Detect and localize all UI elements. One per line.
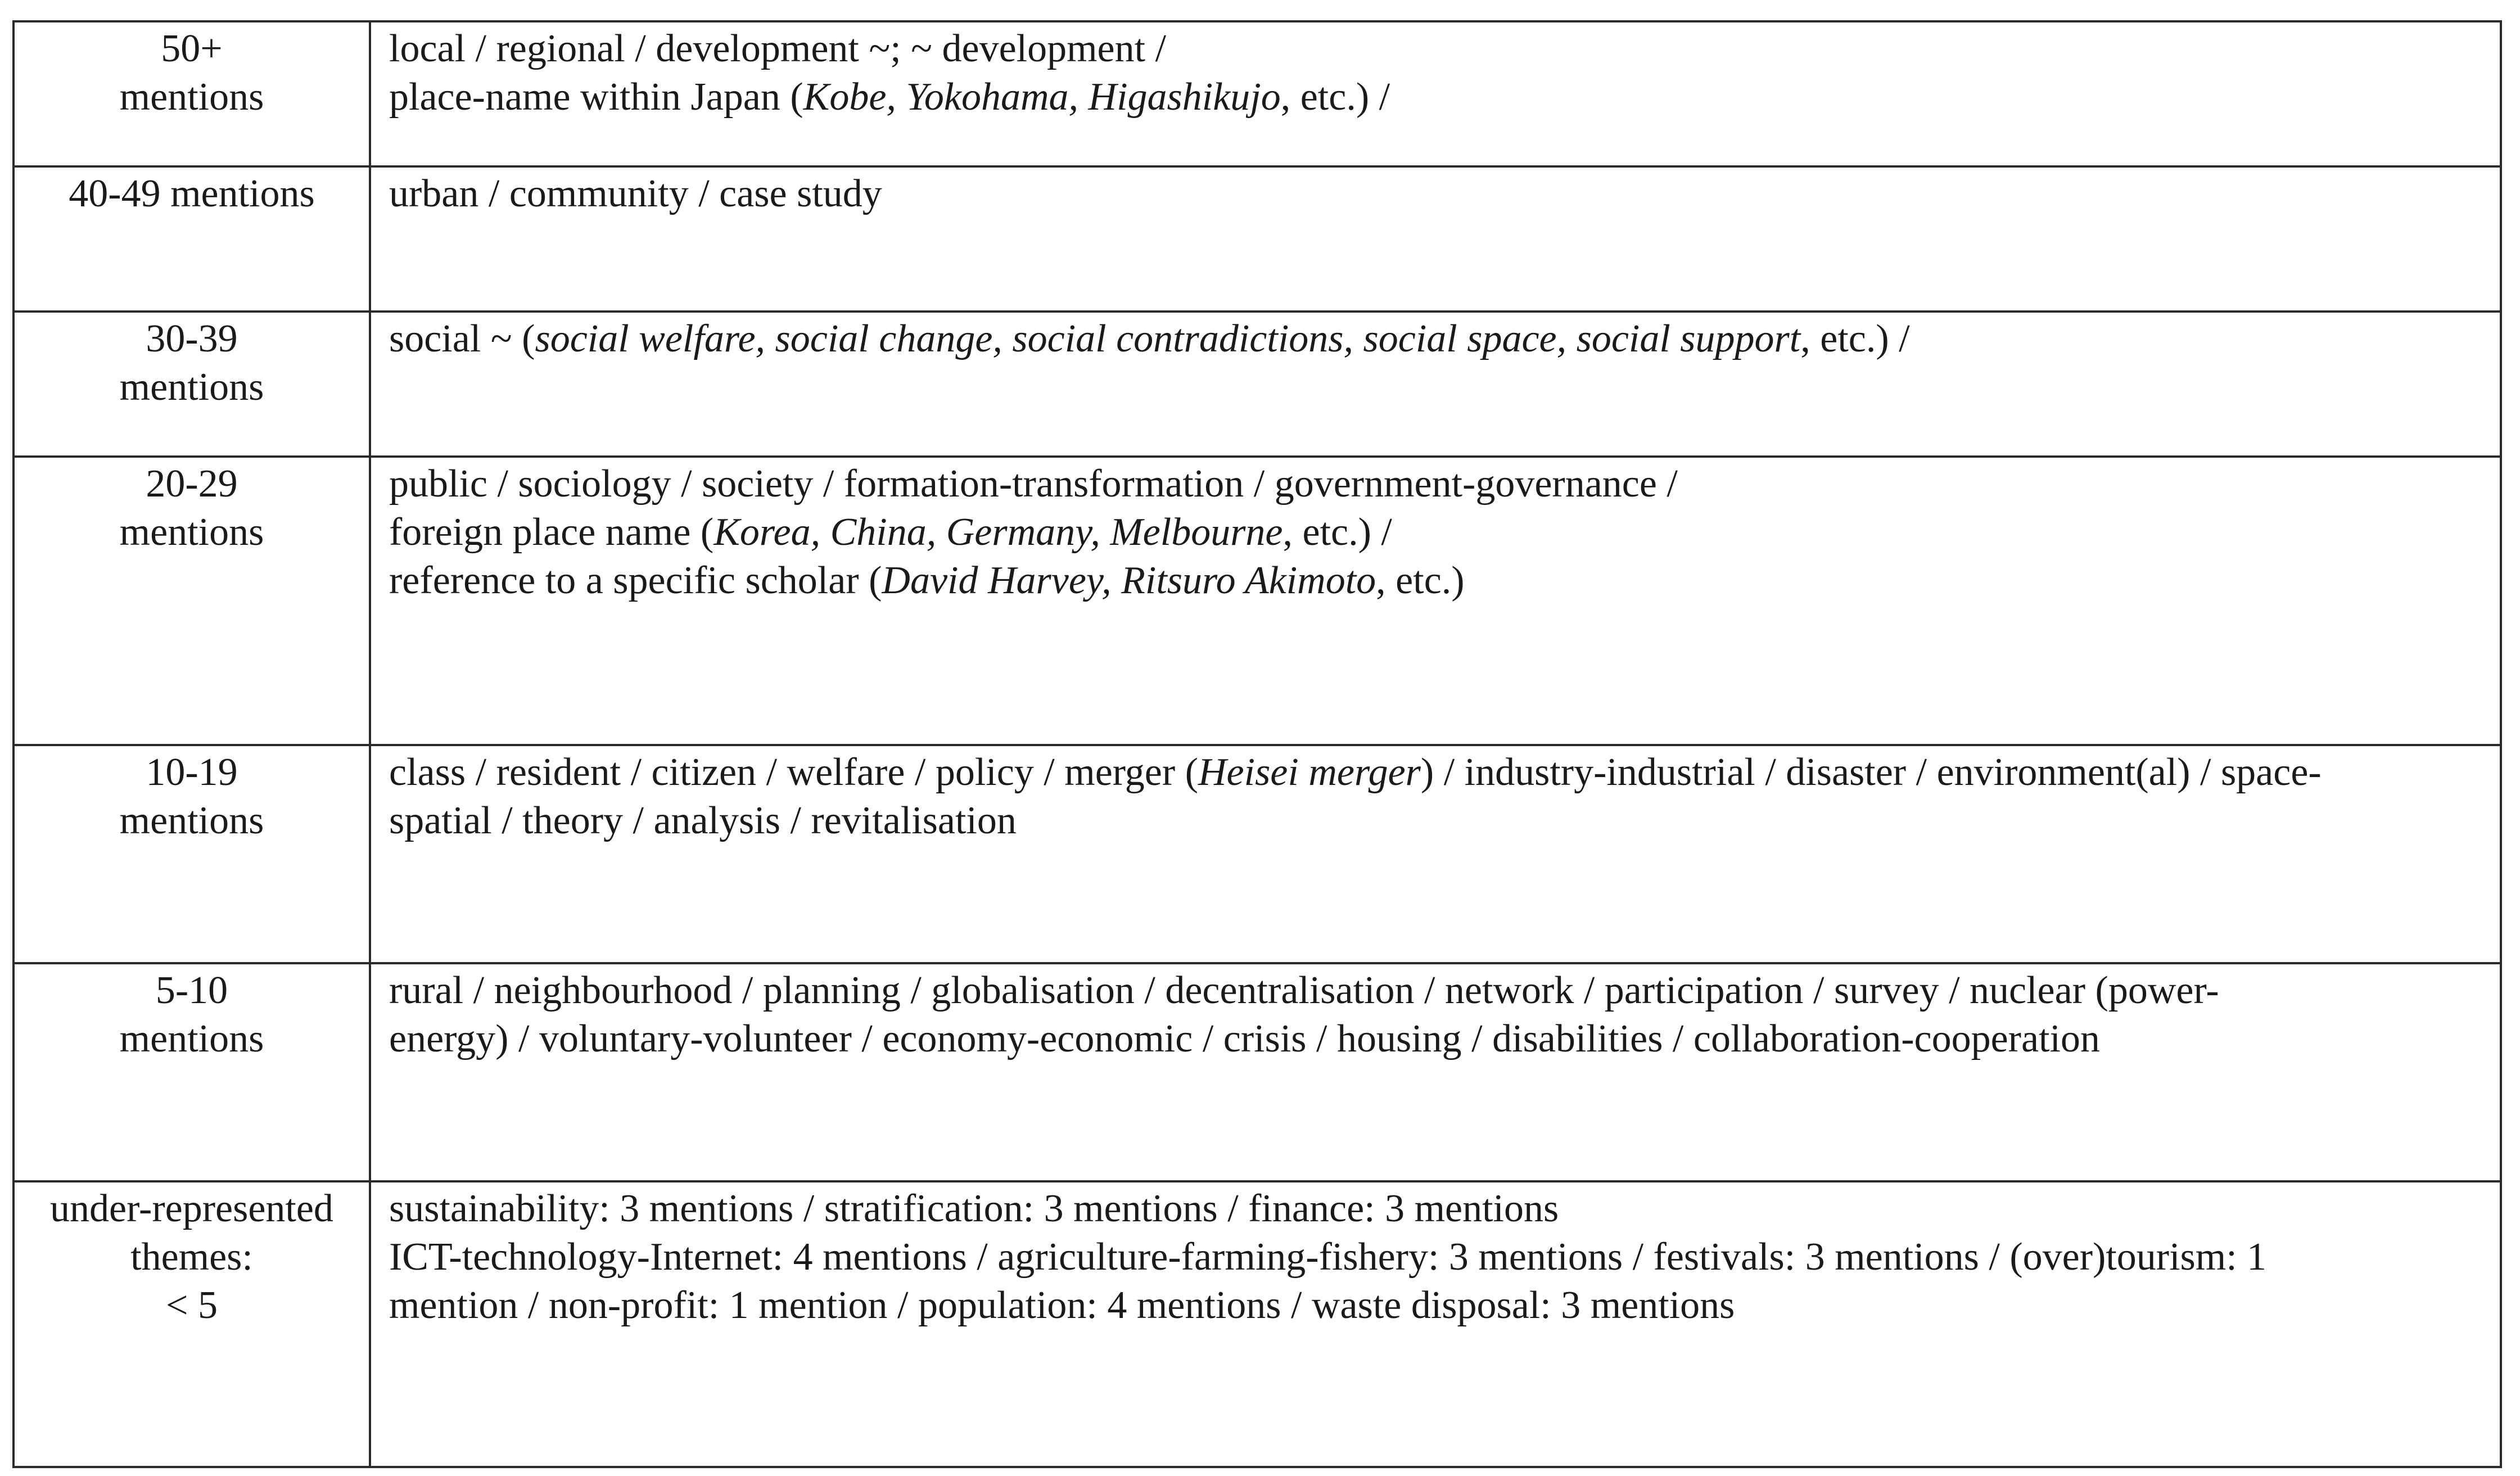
term-text: place-name within Japan ( (389, 75, 803, 119)
terms-line (389, 73, 2489, 121)
table-row (13, 963, 2501, 1181)
term-text: , etc.) / (1280, 75, 1390, 119)
terms-line (389, 315, 2489, 363)
terms-cell (370, 963, 2501, 1181)
mention-count-label: 20-29 (146, 462, 238, 505)
mention-count-cell (13, 166, 370, 312)
terms-line (389, 25, 2489, 73)
mention-frequency-table (12, 20, 2502, 1468)
mention-count-label: mentions (119, 1017, 264, 1060)
terms-cell (370, 745, 2501, 963)
terms-cell (370, 166, 2501, 312)
term-text: foreign place name ( (389, 511, 714, 554)
table-row (13, 166, 2501, 312)
terms-line (389, 557, 2489, 605)
table-row (13, 745, 2501, 963)
table-body (13, 21, 2501, 1467)
mention-count-label: mentions (119, 365, 264, 409)
term-text: , etc.) / (1800, 317, 1910, 360)
mention-count-cell (13, 457, 370, 745)
italic-example-text: Kobe, Yokohama, Higashikujo (803, 75, 1281, 119)
table-row (13, 457, 2501, 745)
terms-cell (370, 21, 2501, 166)
mention-count-cell (13, 21, 370, 166)
term-text: local / regional / development ~; ~ development / (389, 27, 1167, 70)
mention-count-cell (13, 963, 370, 1181)
mention-count-label: mentions (119, 75, 264, 119)
table-row (13, 1181, 2501, 1467)
term-text: energy) / voluntary-volunteer / economy-economic / crisis / housing / disabilities / collaboration-cooperation (389, 1017, 2100, 1060)
mention-count-label: mentions (119, 799, 264, 842)
term-text: urban / community / case study (389, 172, 882, 215)
terms-line (389, 1015, 2489, 1063)
terms-line (389, 460, 2489, 508)
terms-cell (370, 457, 2501, 745)
term-text: reference to a specific scholar ( (389, 559, 882, 602)
term-text: sustainability: 3 mentions / stratification: 3 mentions / finance: 3 mentions (389, 1187, 1559, 1230)
terms-line (389, 797, 2489, 845)
term-text: public / sociology / society / formation-transformation / government-governance / (389, 462, 1678, 505)
terms-line (389, 170, 2489, 218)
mention-count-label: 30-39 (146, 317, 238, 360)
term-text: social ~ ( (389, 317, 535, 360)
mention-count-label: themes: (130, 1235, 253, 1279)
mention-count-label: 10-19 (146, 751, 238, 794)
term-text: mention / non-profit: 1 mention / population: 4 mentions / waste disposal: 3 mentions (389, 1284, 1735, 1327)
term-text: , etc.) (1376, 559, 1465, 602)
term-text: spatial / theory / analysis / revitalisation (389, 799, 1017, 842)
mention-count-label: mentions (119, 511, 264, 554)
term-text: ICT-technology-Internet: 4 mentions / agriculture-farming-fishery: 3 mentions / festivals: 3 mentions / (over)tourism: 1 (389, 1235, 2267, 1279)
italic-example-text: Heisei merger (1198, 751, 1421, 794)
terms-cell (370, 312, 2501, 457)
terms-line (389, 1233, 2489, 1281)
mention-count-cell (13, 1181, 370, 1467)
term-text: class / resident / citizen / welfare / policy / merger ( (389, 751, 1198, 794)
mention-count-label: under-represented (50, 1187, 333, 1230)
terms-cell (370, 1181, 2501, 1467)
mention-count-label: < 5 (166, 1284, 218, 1327)
terms-line (389, 1185, 2489, 1233)
mention-count-cell (13, 745, 370, 963)
italic-example-text: social welfare, social change, social contradictions, social space, social support (535, 317, 1801, 360)
mention-count-label: 40-49 mentions (69, 172, 315, 215)
mention-count-cell (13, 312, 370, 457)
table-row (13, 312, 2501, 457)
terms-line (389, 967, 2489, 1015)
term-text: rural / neighbourhood / planning / globalisation / decentralisation / network / participation / survey / nuclear (power- (389, 969, 2219, 1012)
term-text: , etc.) / (1282, 511, 1392, 554)
mention-count-label: 50+ (161, 27, 223, 70)
italic-example-text: Korea, China, Germany, Melbourne (713, 511, 1283, 554)
italic-example-text: David Harvey, Ritsuro Akimoto (882, 559, 1376, 602)
terms-line (389, 1281, 2489, 1330)
table-row (13, 21, 2501, 166)
terms-line (389, 748, 2489, 797)
term-text: ) / industry-industrial / disaster / environment(al) / space- (1420, 751, 2322, 794)
mention-count-label: 5-10 (155, 969, 228, 1012)
terms-line (389, 508, 2489, 557)
